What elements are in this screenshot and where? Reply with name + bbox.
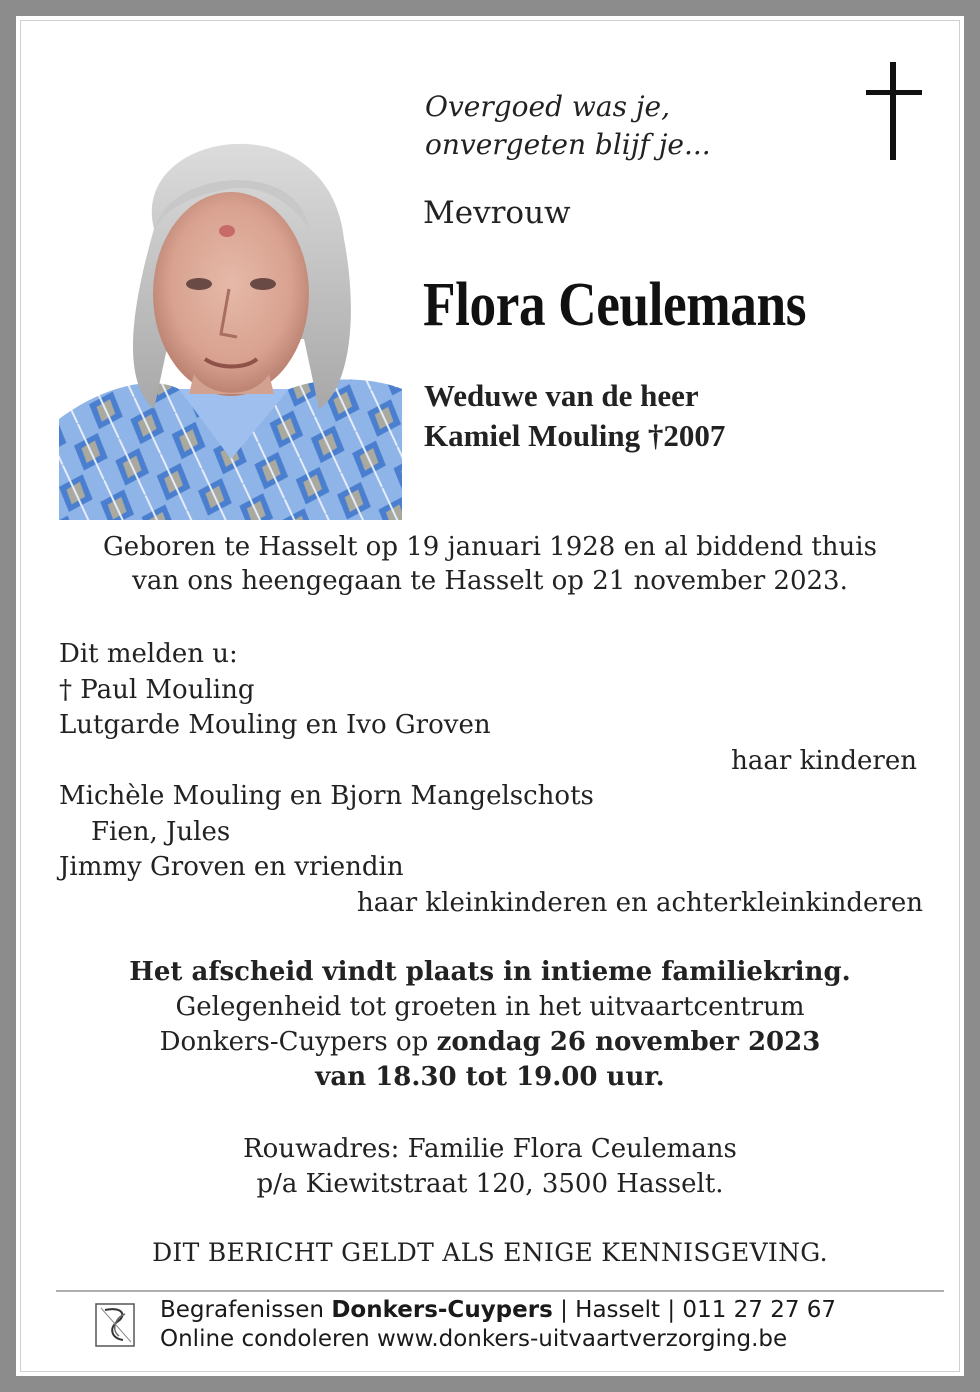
address-line-1: Rouwadres: Familie Flora Ceulemans bbox=[243, 1134, 737, 1164]
funeral-time: van 18.30 tot 19.00 uur. bbox=[315, 1062, 665, 1092]
spouse-info bbox=[424, 376, 725, 456]
family-intro: Dit melden u: bbox=[59, 639, 238, 669]
funeral-line-2: Gelegenheid tot groeten in het uitvaartcentrum bbox=[175, 992, 805, 1022]
family-role: haar kleinkinderen en achterkleinkinderen bbox=[356, 887, 923, 918]
funeral-line-1: Het afscheid vindt plaats in intieme familiekring. bbox=[129, 957, 851, 987]
notice-text: DIT BERICHT GELDT ALS ENIGE KENNISGEVING. bbox=[152, 1238, 828, 1267]
mourning-address bbox=[40, 1132, 940, 1202]
footer-company: Donkers-Cuypers bbox=[331, 1297, 553, 1323]
footer-line-1 bbox=[160, 1296, 836, 1325]
family-member: Fien, Jules bbox=[91, 816, 231, 847]
portrait-photo bbox=[59, 89, 402, 520]
family-list bbox=[59, 637, 929, 921]
funeral-location: Donkers-Cuypers op bbox=[159, 1027, 437, 1057]
family-role: haar kinderen bbox=[731, 745, 917, 776]
motto-line-1: Overgoed was je, bbox=[425, 90, 670, 123]
birth-line-2: van ons heengegaan te Hasselt op 21 november 2023. bbox=[132, 566, 848, 596]
spouse-line-2: Kamiel Mouling †2007 bbox=[424, 418, 726, 453]
footer-contact: | Hasselt | 011 27 27 67 bbox=[552, 1297, 837, 1323]
birth-line-1: Geboren te Hasselt op 19 januari 1928 en al biddend thuis bbox=[103, 532, 877, 562]
footer-divider bbox=[56, 1290, 944, 1292]
family-member: † Paul Mouling bbox=[59, 674, 255, 705]
footer-line-2: Online condoleren www.donkers-uitvaartverzorging.be bbox=[160, 1326, 788, 1352]
footer bbox=[160, 1296, 836, 1354]
spouse-line-1: Weduwe van de heer bbox=[424, 378, 699, 413]
family-member: Michèle Mouling en Bjorn Mangelschots bbox=[59, 781, 594, 811]
funeral-line-3 bbox=[40, 1025, 940, 1060]
deceased-name: Flora Ceulemans bbox=[423, 271, 807, 339]
family-member: Lutgarde Mouling en Ivo Groven bbox=[59, 710, 491, 740]
motto bbox=[425, 88, 845, 164]
family-member: Jimmy Groven en vriendin bbox=[59, 852, 404, 882]
motto-line-2: onvergeten blijf je... bbox=[425, 128, 711, 161]
footer-prefix: Begrafenissen bbox=[160, 1297, 332, 1323]
funeral-info bbox=[40, 955, 940, 1095]
birth-death-info bbox=[40, 530, 940, 598]
cross-icon bbox=[866, 62, 922, 160]
funeral-date: zondag 26 november 2023 bbox=[436, 1027, 821, 1057]
honorific: Mevrouw bbox=[423, 195, 571, 231]
address-line-2: p/a Kiewitstraat 120, 3500 Hasselt. bbox=[256, 1169, 724, 1199]
funeral-home-logo-icon bbox=[93, 1300, 139, 1350]
